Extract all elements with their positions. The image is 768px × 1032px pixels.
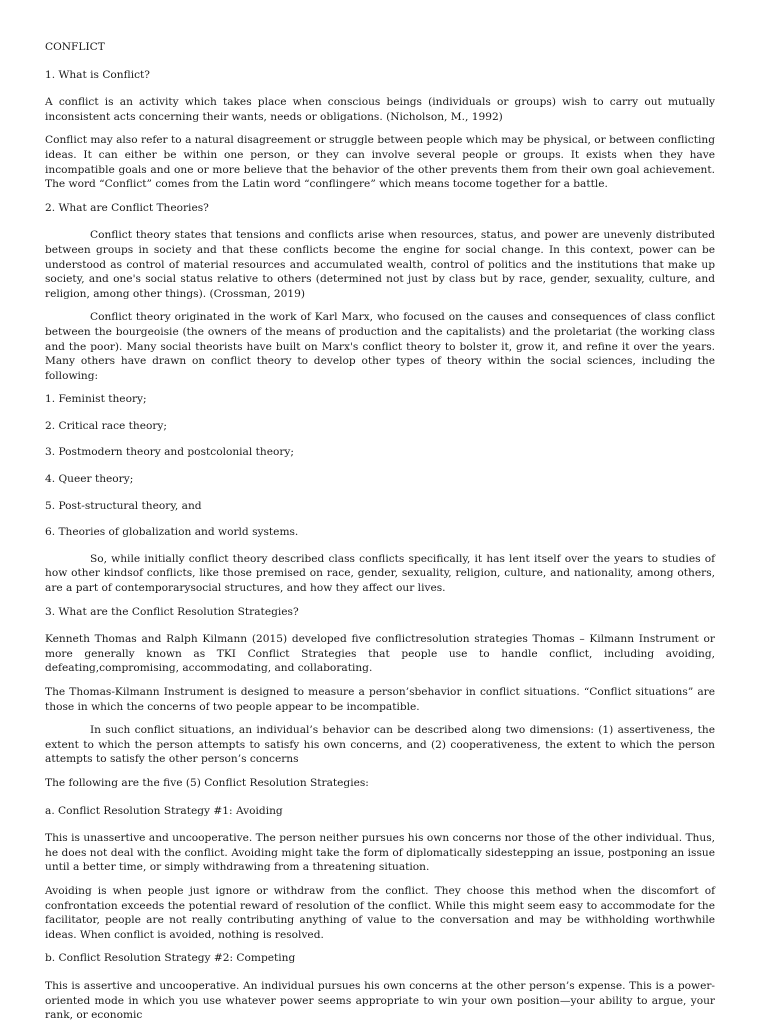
- list-item: 3. Postmodern theory and postcolonial theory;: [45, 446, 294, 459]
- question-3-heading: 3. What are the Conflict Resolution Strategies?: [45, 605, 299, 618]
- paragraph-conflict-meaning: Conflict may also refer to a natural disagreement or struggle between people which may be physical, or between conflicting ideas. It can either be within one person, or they can involve several people or groups. It exists when they have incompatible goals and one or more believe that the behavior of the other prevents them from their own goal achievement. The word “Conflict” comes from the Latin word “conflingere” which means tocome together for a battle.: [45, 134, 715, 191]
- paragraph-thomas-kilmann: Kenneth Thomas and Ralph Kilmann (2015) developed five conflictresolution strategies Thomas – Kilmann Instrument or more generally known as TKI Conflict Strategies that people use to handle conflict, including avoiding, defeating,compromising, accommodating, and collaborating.: [45, 633, 715, 675]
- strategy-b-heading: b. Conflict Resolution Strategy #2: Competing: [45, 952, 296, 965]
- document-title: CONFLICT: [45, 41, 105, 53]
- paragraph-definition: A conflict is an activity which takes place when conscious beings (individuals or groups) wish to carry out mutually inconsistent acts concerning their wants, needs or obligations. (Nicholson, M., 1992): [45, 96, 715, 123]
- paragraph-tki-instrument: The Thomas-Kilmann Instrument is designed to measure a person’sbehavior in conflict situations. “Conflict situations” are those in which the concerns of two people appear to be incompatible.: [45, 686, 715, 713]
- list-item: 4. Queer theory;: [45, 473, 134, 486]
- paragraph-avoiding-2: Avoiding is when people just ignore or withdraw from the conflict. They choose this method when the discomfort of confrontation exceeds the potential reward of resolution of the conflict. While this might seem easy to accommodate for the facilitator, people are not really contributing anything of value to the conversation and may be withholding worthwhile ideas. When conflict is avoided, nothing is resolved.: [45, 884, 715, 941]
- paragraph-karl-marx: Conflict theory originated in the work of Karl Marx, who focused on the causes and consequences of class conflict between the bourgeoisie (the owners of the means of production and the capitalists) and the proletariat (the working class and the poor). Many social theorists have built on Marx's conflict theory to bolster it, grow it, and refine it over the years. Many others have drawn on conflict theory to develop other types of theory within the social sciences, including the following:: [45, 311, 715, 382]
- paragraph-class-conflicts: So, while initially conflict theory described class conflicts specifically, it has lent itself over the years to studies of how other kindsof conflicts, like those premised on race, gender, sexuality, religion, culture, and nationality, among others, are a part of contemporarysocial structures, and how they affect our lives.: [45, 552, 715, 595]
- paragraph-conflict-theory: Conflict theory states that tensions and conflicts arise when resources, status, and power are unevenly distributed between groups in society and that these conflicts become the engine for social change. In this context, power can be understood as control of material resources and accumulated wealth, control of politics and the institutions that make up society, and one's social status relative to others (determined not just by class but by race, gender, sexuality, culture, and religion, among other things). (Crossman, 2019): [45, 229, 715, 300]
- paragraph-avoiding-1: This is unassertive and uncooperative. The person neither pursues his own concerns nor those of the other individual. Thus, he does not deal with the conflict. Avoiding might take the form of diplomatically sidestepping an issue, postponing an issue until a better time, or simply withdrawing from a threatening situation.: [45, 832, 715, 874]
- paragraph-competing: This is assertive and uncooperative. An individual pursues his own concerns at the other person’s expense. This is a power-oriented mode in which you use whatever power seems appropriate to win your own position—your ability to argue, your rank, or economic: [45, 979, 715, 1022]
- question-2-heading: 2. What are Conflict Theories?: [45, 201, 209, 214]
- document-page: [45, 40, 715, 1032]
- list-item: 1. Feminist theory;: [45, 393, 147, 406]
- strategy-a-heading: a. Conflict Resolution Strategy #1: Avoiding: [45, 804, 283, 817]
- list-item: 6. Theories of globalization and world systems.: [45, 526, 299, 539]
- paragraph-five-strategies: The following are the five (5) Conflict Resolution Strategies:: [45, 776, 369, 789]
- paragraph-two-dimensions: In such conflict situations, an individual’s behavior can be described along two dimensions: (1) assertiveness, the extent to which the person attempts to satisfy his own concerns, and (2) cooperativeness, the extent to which the person attempts to satisfy the other person’s concerns: [45, 724, 715, 766]
- question-1-heading: 1. What is Conflict?: [45, 68, 150, 81]
- list-item: 2. Critical race theory;: [45, 419, 167, 432]
- list-item: 5. Post-structural theory, and: [45, 499, 202, 512]
